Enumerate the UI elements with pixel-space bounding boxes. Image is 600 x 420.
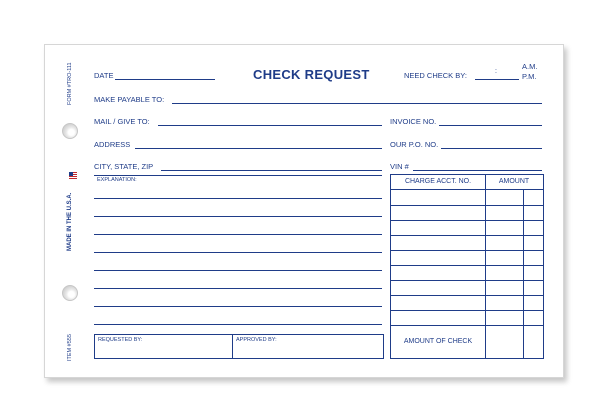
explanation-line[interactable] [94, 216, 382, 217]
table-row[interactable] [391, 250, 543, 251]
table-header-rule [391, 189, 543, 190]
form-title: CHECK REQUEST [253, 67, 370, 82]
us-flag-icon [69, 172, 77, 179]
explanation-line[interactable] [94, 324, 382, 325]
mail-give-field[interactable] [158, 125, 382, 126]
our-po-field[interactable] [441, 148, 542, 149]
table-row[interactable] [391, 310, 543, 311]
address-label: ADDRESS [94, 140, 131, 149]
make-payable-label: MAKE PAYABLE TO: [94, 95, 165, 104]
table-row[interactable] [391, 280, 543, 281]
amount-header-text: AMOUNT [498, 178, 530, 185]
form-number: FORM #TRO-111 [67, 62, 73, 105]
binder-hole-top [62, 123, 78, 139]
table-row[interactable] [391, 205, 543, 206]
made-in-usa: MADE IN THE U.S.A. [67, 192, 73, 251]
mail-give-label: MAIL / GIVE TO: [94, 117, 150, 126]
vin-field[interactable] [413, 170, 542, 171]
requested-by-label: REQUESTED BY: [98, 337, 143, 343]
table-row[interactable] [391, 325, 543, 326]
make-payable-field[interactable] [172, 103, 542, 104]
explanation-line[interactable] [94, 306, 382, 307]
approved-by-label: APPROVED BY: [236, 337, 277, 343]
time-colon: : [495, 68, 497, 75]
table-row[interactable] [391, 295, 543, 296]
amount-header [485, 178, 543, 185]
city-state-zip-label: CITY, STATE, ZIP [94, 162, 154, 171]
table-col-divider [485, 175, 486, 358]
our-po-label: OUR P.O. NO. [390, 140, 439, 149]
table-row[interactable] [391, 235, 543, 236]
charge-acct-header-text: CHARGE ACCT. NO. [404, 178, 472, 185]
explanation-line[interactable] [94, 198, 382, 199]
table-row[interactable] [391, 265, 543, 266]
signature-divider [232, 335, 233, 358]
explanation-line[interactable] [94, 270, 382, 271]
item-number: ITEM #555 [67, 334, 73, 361]
address-field[interactable] [135, 148, 382, 149]
am-option[interactable]: A.M. [522, 62, 538, 71]
invoice-label: INVOICE NO. [390, 117, 437, 126]
amount-of-check-cell [391, 338, 485, 345]
table-cents-divider [523, 189, 524, 358]
signature-box [94, 334, 384, 359]
explanation-line[interactable] [94, 288, 382, 289]
need-check-by-field[interactable] [475, 79, 519, 80]
explanation-label: EXPLANATION: [97, 177, 137, 183]
check-request-form [44, 44, 564, 378]
table-row[interactable] [391, 220, 543, 221]
explanation-line[interactable] [94, 234, 382, 235]
explanation-top-rule [94, 175, 382, 176]
charge-account-table [390, 174, 544, 359]
amount-of-check-label: AMOUNT OF CHECK [403, 338, 473, 345]
pm-option[interactable]: P.M. [522, 72, 537, 81]
city-state-zip-field[interactable] [161, 170, 382, 171]
need-check-by-label: NEED CHECK BY: [404, 71, 467, 80]
date-field[interactable] [115, 79, 215, 80]
invoice-field[interactable] [439, 125, 542, 126]
explanation-line[interactable] [94, 252, 382, 253]
charge-acct-header [391, 178, 485, 185]
vin-label: VIN # [390, 162, 409, 171]
date-label: DATE [94, 71, 114, 80]
binder-hole-bottom [62, 285, 78, 301]
